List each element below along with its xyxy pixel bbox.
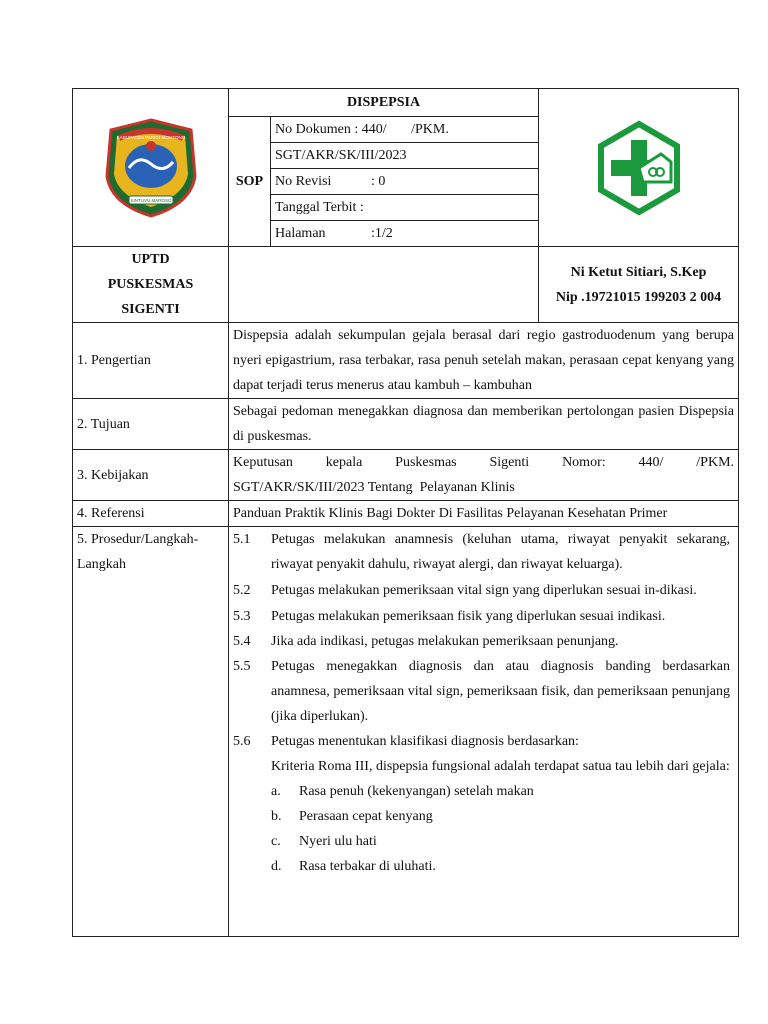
no-revisi-label: No Revisi bbox=[275, 174, 332, 189]
puskesmas-logo-cell bbox=[539, 89, 739, 247]
document-title: DISPEPSIA bbox=[229, 89, 539, 117]
prosedur-label-line-2: Langkah bbox=[77, 557, 126, 572]
step-text: Petugas melakukan pemeriksaan vital sign yang diperlukan sesuai in-dikasi. bbox=[271, 583, 697, 598]
org-name bbox=[73, 247, 229, 323]
step-item bbox=[233, 578, 730, 603]
signature-area bbox=[229, 247, 539, 323]
step-number: 5.1 bbox=[233, 532, 251, 547]
step-item bbox=[233, 629, 730, 654]
sop-document bbox=[72, 88, 738, 937]
signer-nip: Nip .19721015 199203 2 004 bbox=[555, 289, 722, 305]
kebijakan-line-1: Keputusan kepala Puskesmas Sigenti Nomor: 440/ /PKM. bbox=[233, 455, 735, 470]
sop-table bbox=[72, 88, 739, 937]
step-number: 5.2 bbox=[233, 583, 251, 598]
tujuan-label: 2. Tujuan bbox=[73, 399, 229, 450]
criteria-item bbox=[233, 829, 730, 854]
step-text: Petugas menegakkan diagnosis dan atau diagnosis banding berdasarkan anamnesa, pemeriksaan vital sign, pemeriksaan fisik, dan pemeriksaan penunjang (jika diperlukan). bbox=[271, 659, 731, 724]
criteria-letter: a. bbox=[271, 784, 281, 799]
step-item bbox=[233, 729, 730, 754]
tujuan-text: Sebagai pedoman menegakkan diagnosa dan memberikan pertolongan pasien Dispepsia di puskesmas. bbox=[229, 399, 739, 450]
criteria-intro-row bbox=[233, 754, 730, 779]
logo-text: KABUPATEN PARIGI MOUTONG bbox=[116, 134, 185, 140]
referensi-text: Panduan Praktik Klinis Bagi Dokter Di Fasilitas Pelayanan Kesehatan Primer bbox=[229, 501, 739, 527]
signer-info bbox=[539, 247, 739, 323]
criteria-item bbox=[233, 854, 730, 879]
pengertian-text: Dispepsia adalah sekumpulan gejala berasal dari regio gastroduodenum yang berupa nyeri epigastrium, rasa terbakar, rasa penuh setelah makan, perasaan cepat kenyang yang dapat terjadi terus menerus atau kambuh – kambuhan bbox=[229, 323, 739, 399]
step-text: Petugas menentukan klasifikasi diagnosis berdasarkan: bbox=[271, 734, 579, 749]
step-number: 5.5 bbox=[233, 659, 251, 674]
step-item bbox=[233, 527, 730, 577]
regency-logo-cell bbox=[73, 89, 229, 247]
prosedur-label bbox=[73, 527, 229, 937]
criteria-letter: d. bbox=[271, 859, 282, 874]
prosedur-label-line-1: 5. Prosedur/Langkah- bbox=[77, 532, 199, 547]
step-text: Jika ada indikasi, petugas melakukan pemeriksaan penunjang. bbox=[271, 634, 619, 649]
criteria-text: Nyeri ulu hati bbox=[299, 834, 377, 849]
criteria-intro: Kriteria Roma III, dispepsia fungsional adalah terdapat satua tau lebih dari gejala: bbox=[271, 759, 730, 774]
criteria-item bbox=[233, 804, 730, 829]
signer-name: Ni Ketut Sitiari, S.Kep bbox=[570, 264, 707, 280]
criteria-text: Rasa penuh (kekenyangan) setelah makan bbox=[299, 784, 534, 799]
no-dokumen-line1: No Dokumen : 440/ /PKM. bbox=[271, 117, 539, 143]
prosedur-steps bbox=[229, 527, 739, 937]
org-line-3: SIGENTI bbox=[121, 302, 180, 317]
referensi-label: 4. Referensi bbox=[73, 501, 229, 527]
halaman bbox=[271, 221, 539, 247]
no-revisi bbox=[271, 169, 539, 195]
sop-label: SOP bbox=[229, 117, 271, 247]
step-item bbox=[233, 654, 730, 729]
org-line-1: UPTD bbox=[131, 252, 170, 267]
criteria-letter: c. bbox=[271, 834, 281, 849]
kebijakan-label: 3. Kebijakan bbox=[73, 450, 229, 501]
no-dokumen-line2: SGT/AKR/SK/III/2023 bbox=[271, 143, 539, 169]
regency-seal-logo bbox=[99, 116, 203, 220]
criteria-item bbox=[233, 779, 730, 804]
no-revisi-value: : 0 bbox=[371, 174, 386, 189]
org-line-2: PUSKESMAS bbox=[107, 277, 194, 292]
kebijakan-text bbox=[229, 450, 739, 501]
step-number: 5.6 bbox=[233, 734, 251, 749]
halaman-label: Halaman bbox=[275, 226, 326, 241]
halaman-value: :1/2 bbox=[371, 226, 393, 241]
step-text: Petugas melakukan anamnesis (keluhan utama, riwayat penyakit sekarang, riwayat penyakit dahulu, riwayat alergi, dan riwayat keluarga). bbox=[271, 532, 731, 572]
tanggal-terbit: Tanggal Terbit : bbox=[271, 195, 539, 221]
pengertian-label: 1. Pengertian bbox=[73, 323, 229, 399]
step-item bbox=[233, 604, 730, 629]
puskesmas-logo bbox=[591, 120, 687, 216]
step-number: 5.4 bbox=[233, 634, 251, 649]
logo-motto: SINTUVU MAROSO bbox=[129, 197, 172, 203]
criteria-text: Perasaan cepat kenyang bbox=[299, 809, 433, 824]
kebijakan-line-2: SGT/AKR/SK/III/2023 Tentang Pelayanan Klinis bbox=[233, 480, 515, 495]
criteria-letter: b. bbox=[271, 809, 282, 824]
step-number: 5.3 bbox=[233, 609, 251, 624]
step-text: Petugas melakukan pemeriksaan fisik yang diperlukan sesuai indikasi. bbox=[271, 609, 666, 624]
criteria-text: Rasa terbakar di uluhati. bbox=[299, 859, 436, 874]
